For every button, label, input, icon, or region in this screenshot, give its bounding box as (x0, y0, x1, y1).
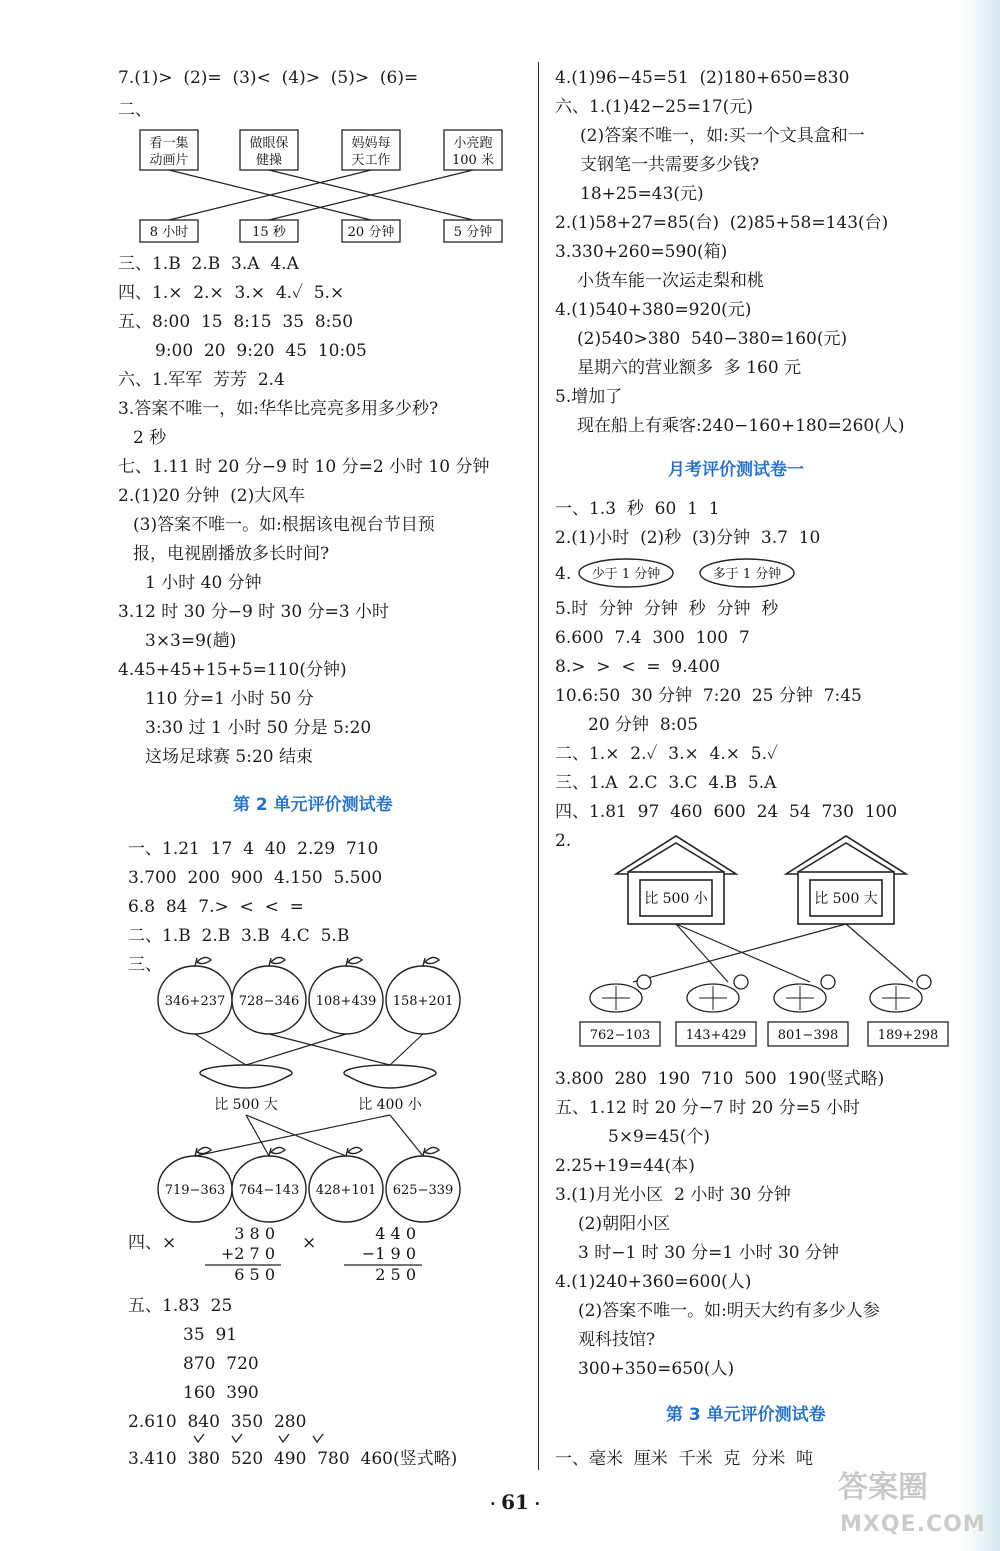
answer-line: 一、毫米 厘米 千米 克 分米 吨 (555, 1449, 814, 1469)
section-title-monthly: 月考评价测试卷一 (668, 460, 804, 480)
answer-line: 六、1.军军 芳芳 2.4 (118, 370, 285, 390)
answer-line: 五、1.83 25 (128, 1296, 233, 1316)
svg-text:−1 9 0: −1 9 0 (361, 1244, 416, 1263)
answer-line: 2.610 840 350 280 (128, 1412, 307, 1432)
answer-line: 9:00 20 9:20 45 10:05 (155, 341, 367, 361)
apple-label: 764−143 (238, 1183, 300, 1198)
answer-line: 3.330+260=590(箱) (555, 242, 728, 262)
answer-line: 观科技馆? (578, 1330, 656, 1350)
plate-label: 比 400 小 (358, 1097, 422, 1113)
apple-label: 728−346 (238, 994, 300, 1009)
answer-line: 2.(1)小时 (2)秒 (3)分钟 3.7 10 (555, 528, 821, 548)
match-top-label: 动画片 (149, 153, 189, 168)
answer-line: 一、1.21 17 4 40 2.29 710 (128, 839, 379, 859)
answer-line: 五、8:00 15 8:15 35 8:50 (118, 312, 354, 332)
apple-label: 428+101 (315, 1183, 377, 1198)
match-bottom-label: 15 秒 (252, 225, 286, 240)
answer-line: 6.600 7.4 300 100 7 (555, 628, 750, 648)
watermark-url: MXQE.COM (840, 1512, 986, 1537)
answer-line: (2)答案不唯一。如:明天大约有多少人参 (578, 1301, 880, 1321)
match-top-label: 妈妈每 (351, 136, 391, 151)
match-top-label: 100 米 (452, 153, 494, 168)
match-bottom-label: 8 小时 (149, 225, 189, 240)
match-top-label: 健操 (255, 153, 283, 168)
svg-text:3 8 0: 3 8 0 (234, 1224, 275, 1243)
answer-line: 五、1.12 时 20 分−7 时 20 分=5 小时 (555, 1098, 861, 1118)
answer-line: 4.45+45+15+5=110(分钟) (118, 660, 347, 680)
answer-line: 2.(1)58+27=85(台) (2)85+58=143(台) (555, 213, 889, 233)
turtle-label: 762−103 (589, 1028, 651, 1043)
answer-line: 小货车能一次运走梨和桃 (577, 271, 764, 291)
answer-line: (2)540>380 540−380=160(元) (577, 329, 848, 349)
answer-line: 3×3=9(趟) (145, 631, 237, 651)
apple-label: 625−339 (392, 1183, 454, 1198)
answer-line: 四、× (128, 1233, 177, 1253)
house-turtle-matching-diagram (578, 830, 958, 1052)
answer-line: 160 390 (183, 1383, 259, 1403)
answer-line: 3.700 200 900 4.150 5.500 (128, 868, 383, 888)
answer-line: 二、1.B 2.B 3.B 4.C 5.B (128, 926, 350, 946)
answer-line: 3.(1)月光小区 2 小时 30 分钟 (555, 1185, 791, 1205)
answer-line: 10.6:50 30 分钟 7:20 25 分钟 7:45 (555, 686, 862, 706)
answer-line: × (302, 1233, 317, 1253)
answer-line: 二、 (118, 100, 152, 120)
match-top-label: 小亮跑 (453, 136, 493, 151)
answer-line: 3.800 280 190 710 500 190(竖式略) (555, 1069, 885, 1089)
answer-line: 20 分钟 8:05 (588, 715, 699, 735)
answer-line: 4.(1)240+360=600(人) (555, 1272, 752, 1292)
answer-line: 四、1.× 2.× 3.× 4.✓ 5.× (118, 283, 345, 303)
answer-line: 报，电视剧播放多长时间? (133, 544, 330, 564)
answer-line: 二、1.× 2.✓ 3.× 4.× 5.✓ (555, 744, 778, 764)
answer-line: 4.(1)96−45=51 (2)180+650=830 (555, 68, 850, 88)
oval-label: 多于 1 分钟 (712, 567, 782, 582)
answer-line: 3 时−1 时 30 分=1 小时 30 分钟 (578, 1243, 840, 1263)
answer-line: 2.25+19=44(本) (555, 1156, 695, 1176)
answer-line: 1 小时 40 分钟 (145, 573, 262, 593)
answer-line: (3)答案不唯一。如:根据该电视台节目预 (133, 515, 435, 535)
answer-line: 3.答案不唯一，如:华华比亮亮多用多少秒? (118, 399, 439, 419)
answer-line: 支钢笔一共需要多少钱? (580, 155, 760, 175)
house-label: 比 500 小 (644, 891, 708, 907)
answer-line: 3.410 380 520 490 780 460(竖式略) (128, 1449, 458, 1469)
answer-line: 七、1.11 时 20 分−9 时 10 分=2 小时 10 分钟 (118, 457, 490, 477)
answer-line: 4.(1)540+380=920(元) (555, 300, 752, 320)
answer-line: 四、1.81 97 460 600 24 54 730 100 (555, 802, 898, 822)
section-title-unit2: 第 2 单元评价测试卷 (233, 795, 393, 815)
page-edge-shadow (963, 0, 1000, 1551)
answer-line: 5.增加了 (555, 387, 623, 407)
page-number: · 61 · (489, 1490, 541, 1514)
turtle-label: 143+429 (685, 1028, 747, 1043)
answer-line: 一、1.3 秒 60 1 1 (555, 499, 720, 519)
answer-line: 3.12 时 30 分−9 时 30 分=3 小时 (118, 602, 390, 622)
apple-label: 158+201 (392, 994, 454, 1009)
svg-text:+2 7 0: +2 7 0 (220, 1244, 275, 1263)
answer-line: (2)朝阳小区 (578, 1214, 671, 1234)
answer-line: 这场足球赛 5:20 结束 (145, 747, 313, 767)
watermark-logo: 答案圈 (838, 1470, 928, 1505)
match-bottom-label: 20 分钟 (347, 225, 395, 240)
answer-line: 18+25=43(元) (580, 184, 704, 204)
answer-line: 星期六的营业额多 多 160 元 (577, 358, 802, 378)
vertical-calculation (195, 1222, 295, 1284)
answer-line: 2. (555, 831, 572, 851)
check-marks (180, 1432, 340, 1446)
column-divider (538, 62, 539, 1470)
svg-text:4 4 0: 4 4 0 (375, 1224, 416, 1243)
match-bottom-label: 5 分钟 (453, 225, 493, 240)
oval-label: 少于 1 分钟 (591, 567, 661, 582)
answer-line: (2)答案不唯一，如:买一个文具盒和一 (580, 126, 865, 146)
answer-line: 2.(1)20 分钟 (2)大风车 (118, 486, 306, 506)
matching-diagram-time (130, 125, 520, 245)
answer-line: 2 秒 (133, 428, 167, 448)
svg-text:6 5 0: 6 5 0 (234, 1265, 275, 1284)
section-title-unit3: 第 3 单元评价测试卷 (666, 1405, 826, 1425)
answer-line: 110 分=1 小时 50 分 (145, 689, 314, 709)
answer-line: 7.(1)> (2)= (3)< (4)> (5)> (6)= (118, 68, 419, 88)
answer-line: 三、1.A 2.C 3.C 4.B 5.A (555, 773, 777, 793)
match-top-label: 看一集 (149, 136, 189, 151)
svg-text:2 5 0: 2 5 0 (375, 1265, 416, 1284)
answer-line: 六、1.(1)42−25=17(元) (555, 97, 753, 117)
apple-plate-matching-diagram (150, 953, 480, 1223)
answer-line: 5×9=45(个) (608, 1127, 711, 1147)
answer-line: 5.时 分钟 分钟 秒 分钟 秒 (555, 599, 779, 619)
answer-line: 三、1.B 2.B 3.A 4.A (118, 254, 299, 274)
turtle-label: 801−398 (777, 1028, 839, 1043)
answer-line: 300+350=650(人) (578, 1359, 735, 1379)
match-top-label: 做眼保 (249, 136, 289, 151)
answer-line: 现在船上有乘客:240−160+180=260(人) (577, 416, 905, 436)
answer-line: 三、 (128, 955, 162, 975)
turtle-label: 189+298 (877, 1028, 939, 1043)
oval-answers (578, 557, 798, 589)
answer-line: 870 720 (183, 1354, 259, 1374)
answer-line: 6.8 84 7.> < < = (128, 897, 304, 917)
match-top-label: 天工作 (351, 153, 391, 168)
answer-line: 35 91 (183, 1325, 238, 1345)
apple-label: 719−363 (164, 1183, 226, 1198)
apple-label: 108+439 (315, 994, 377, 1009)
answer-line: 3:30 过 1 小时 50 分是 5:20 (145, 718, 372, 738)
plate-label: 比 500 大 (214, 1097, 278, 1113)
answer-line: 4. (555, 564, 572, 584)
vertical-calculation (338, 1222, 438, 1284)
apple-label: 346+237 (164, 994, 226, 1009)
answer-line: 8.> > < = 9.400 (555, 657, 721, 677)
house-label: 比 500 大 (814, 891, 878, 907)
